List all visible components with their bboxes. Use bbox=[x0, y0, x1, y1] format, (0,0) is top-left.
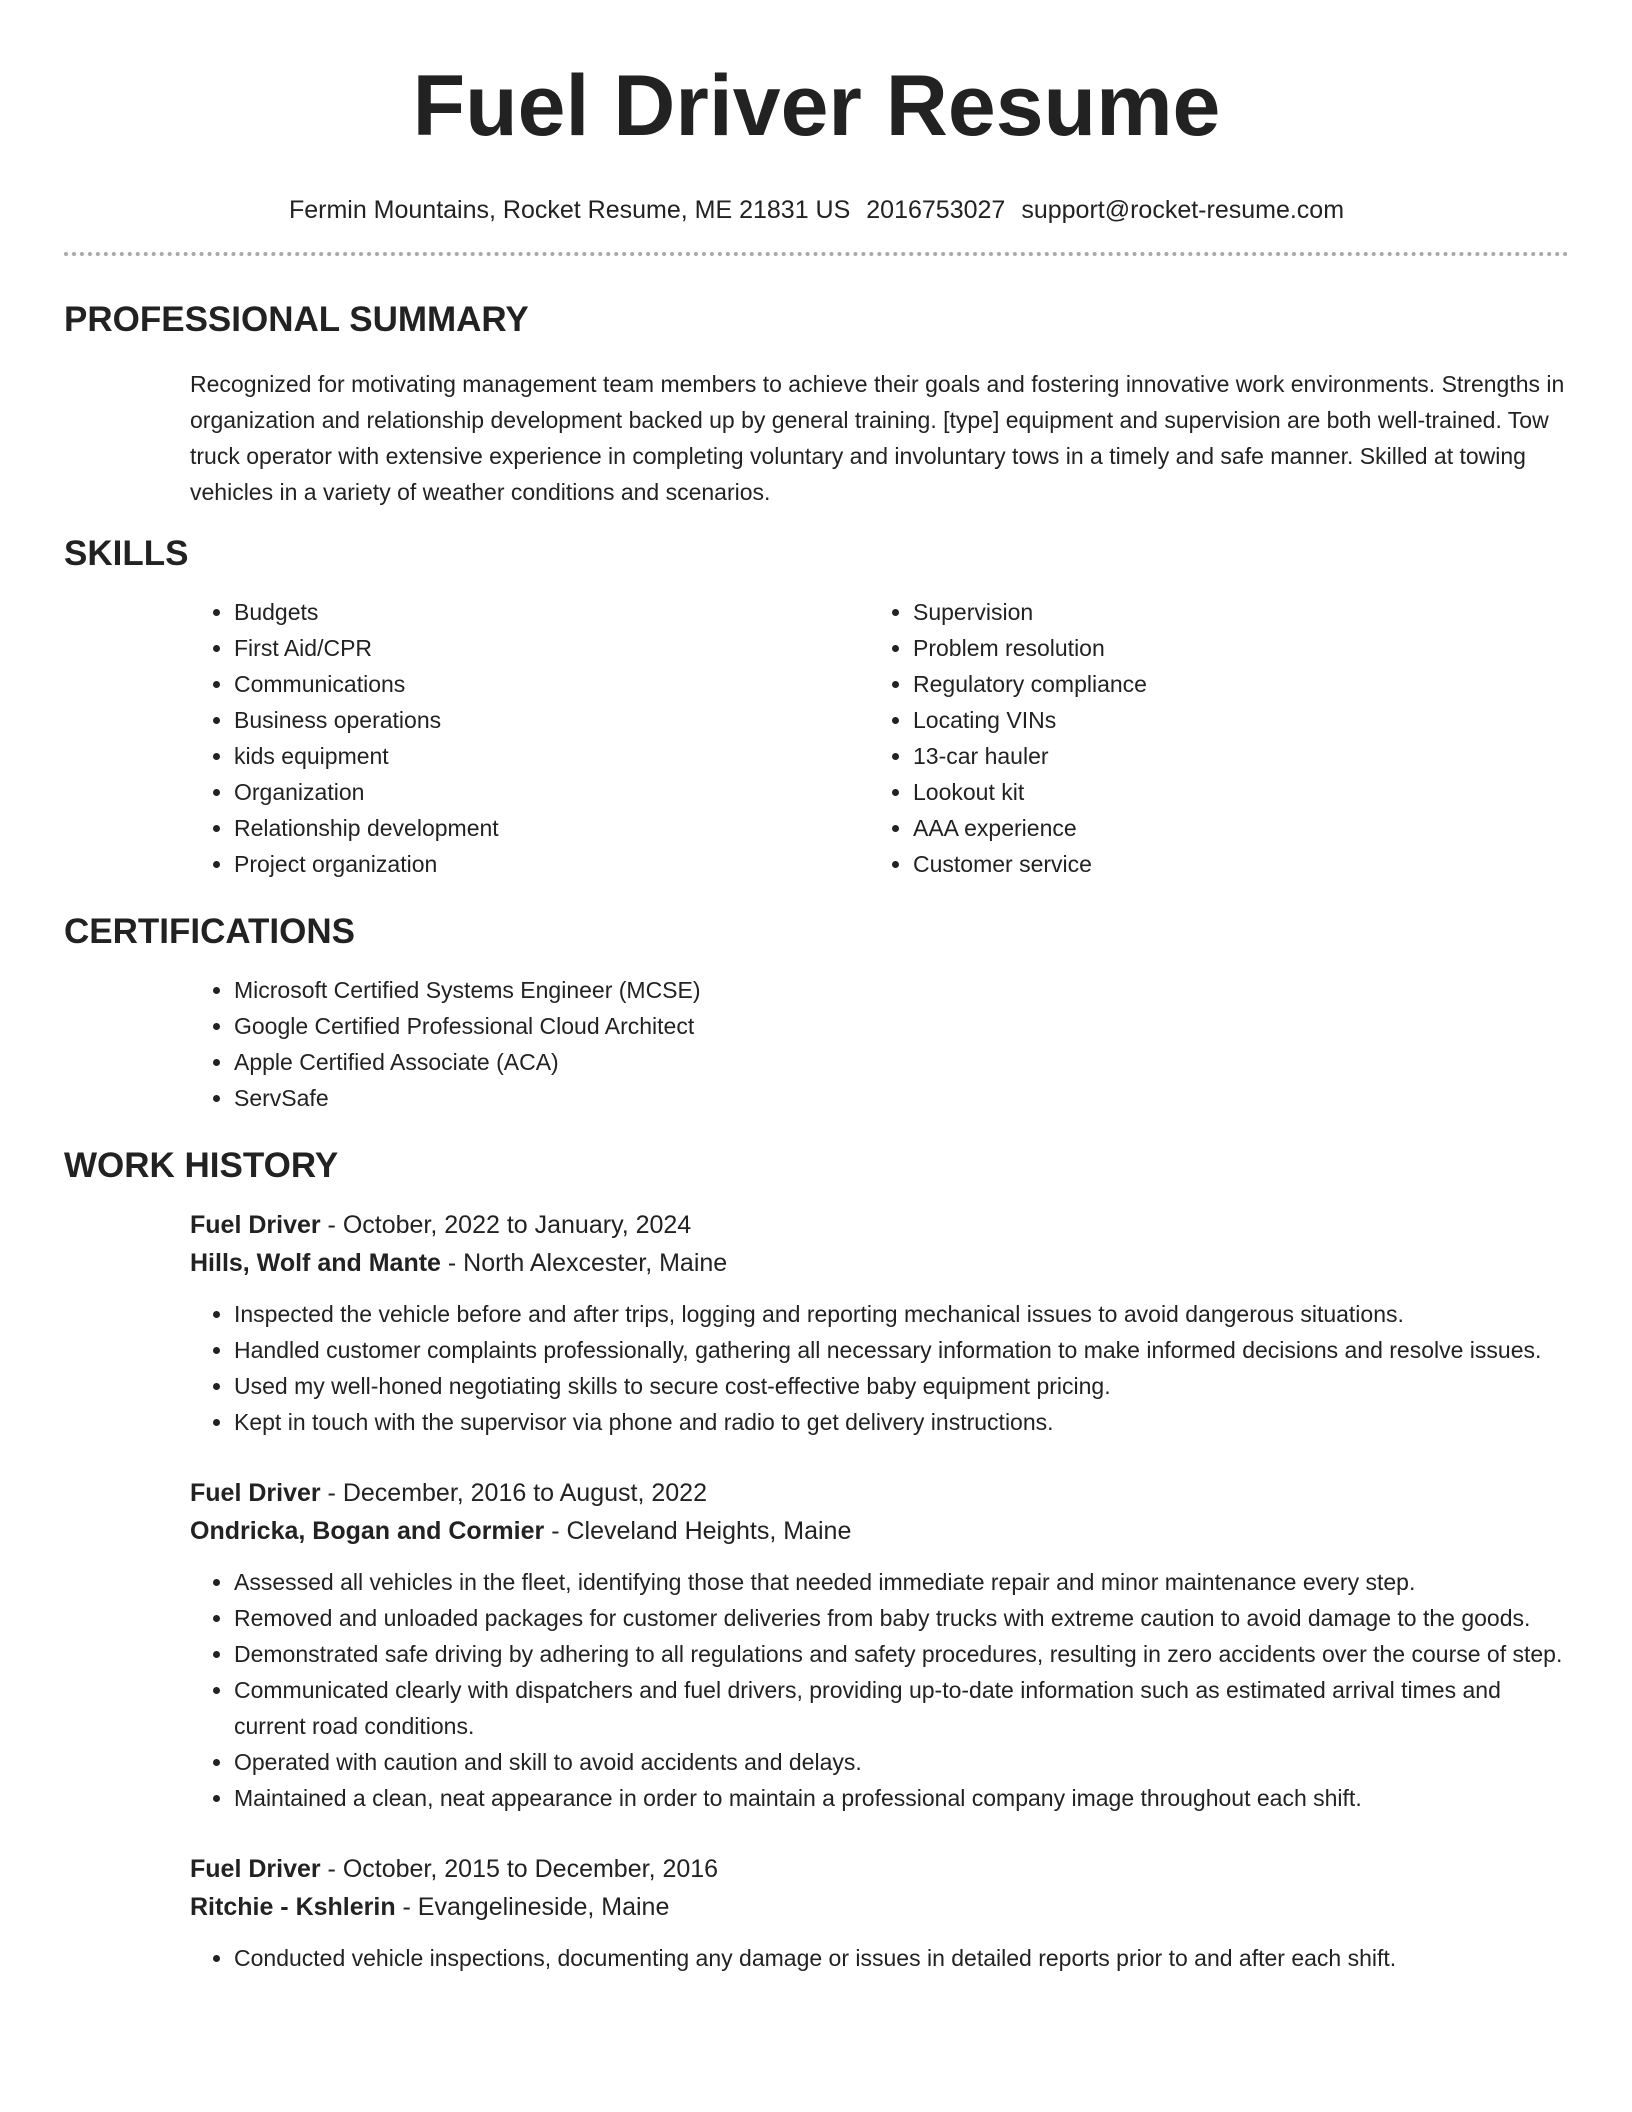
job-location: - North Alexcester, Maine bbox=[440, 1249, 728, 1277]
certifications-heading: CERTIFICATIONS bbox=[64, 912, 356, 951]
job-bullet: • Demonstrated safe driving by adhering to all regulations and safety procedures, resulting in zero accidents over the course of step. bbox=[234, 1636, 1569, 1672]
job-title: Fuel Driver bbox=[190, 1211, 321, 1239]
job-entry bbox=[190, 1206, 1569, 1440]
certification-item: • Apple Certified Associate (ACA) bbox=[234, 1044, 1569, 1080]
header-divider bbox=[64, 252, 1569, 256]
skill-item: • Customer service bbox=[913, 846, 1513, 882]
summary-heading: PROFESSIONAL SUMMARY bbox=[64, 300, 529, 339]
skills-section bbox=[64, 532, 1569, 882]
skill-item: • Project organization bbox=[234, 846, 869, 882]
job-title-line bbox=[190, 1206, 1569, 1244]
job-bullet: • Removed and unloaded packages for customer deliveries from baby trucks with extreme caution to avoid damage to the goods. bbox=[234, 1600, 1569, 1636]
job-entry bbox=[190, 1850, 1569, 1976]
job-entry bbox=[190, 1474, 1569, 1816]
job-bullets bbox=[190, 1564, 1569, 1816]
certifications-list bbox=[190, 972, 1569, 1116]
job-company-line bbox=[190, 1244, 1569, 1282]
job-bullet: • Maintained a clean, neat appearance in order to maintain a professional company image throughout each shift. bbox=[234, 1780, 1569, 1816]
job-bullet: • Kept in touch with the supervisor via phone and radio to get delivery instructions. bbox=[234, 1404, 1569, 1440]
job-bullets bbox=[190, 1296, 1569, 1440]
job-location: - Cleveland Heights, Maine bbox=[544, 1517, 852, 1545]
summary-text: Recognized for motivating management team members to achieve their goals and fostering innovative work environments. Strengths in organization and relationship development backed up by general training. [type] equipment and supervision are both well-trained. Tow truck operator with extensive experience in completing voluntary and involuntary tows in a timely and safe manner. Skilled at towing vehicles in a variety of weather conditions and scenarios. bbox=[190, 371, 1565, 505]
job-company: Hills, Wolf and Mante bbox=[190, 1249, 441, 1277]
work-history-heading: WORK HISTORY bbox=[64, 1146, 339, 1185]
skill-item: • Locating VINs bbox=[913, 702, 1513, 738]
skill-item: • Problem resolution bbox=[913, 630, 1513, 666]
skills-list-right bbox=[869, 594, 1513, 882]
job-bullet: • Handled customer complaints professionally, gathering all necessary information to make informed decisions and resolve issues. bbox=[234, 1332, 1569, 1368]
job-bullet: • Conducted vehicle inspections, documenting any damage or issues in detailed reports prior to and after each shift. bbox=[234, 1940, 1569, 1976]
resume-title: Fuel Driver Resume bbox=[412, 58, 1221, 154]
job-bullet: • Inspected the vehicle before and after trips, logging and reporting mechanical issues to avoid dangerous situations. bbox=[234, 1296, 1569, 1332]
resume-page bbox=[64, 0, 1569, 1976]
contact-line bbox=[64, 194, 1569, 226]
job-bullet: • Assessed all vehicles in the fleet, identifying those that needed immediate repair and minor maintenance every step. bbox=[234, 1564, 1569, 1600]
certifications-section bbox=[64, 910, 1569, 1116]
job-title: Fuel Driver bbox=[190, 1479, 321, 1507]
job-dates: - October, 2022 to January, 2024 bbox=[320, 1211, 692, 1239]
skill-item: • kids equipment bbox=[234, 738, 869, 774]
skill-item: • Communications bbox=[234, 666, 869, 702]
job-bullet: • Operated with caution and skill to avoid accidents and delays. bbox=[234, 1744, 1569, 1780]
job-bullet: • Communicated clearly with dispatchers and fuel drivers, providing up-to-date information such as estimated arrival times and current road conditions. bbox=[234, 1672, 1569, 1744]
skill-item: • Organization bbox=[234, 774, 869, 810]
contact-address: Fermin Mountains, Rocket Resume, ME 21831 US bbox=[288, 196, 851, 224]
contact-email: support@rocket-resume.com bbox=[1021, 196, 1345, 224]
job-company-line bbox=[190, 1888, 1569, 1926]
skill-item: • AAA experience bbox=[913, 810, 1513, 846]
skill-item: • Relationship development bbox=[234, 810, 869, 846]
job-company: Ritchie - Kshlerin bbox=[190, 1893, 396, 1921]
job-dates: - October, 2015 to December, 2016 bbox=[320, 1855, 719, 1883]
skill-item: • Lookout kit bbox=[913, 774, 1513, 810]
contact-phone: 2016753027 bbox=[866, 196, 1006, 224]
skill-item: • First Aid/CPR bbox=[234, 630, 869, 666]
skill-item: • 13-car hauler bbox=[913, 738, 1513, 774]
job-bullet: • Used my well-honed negotiating skills to secure cost-effective baby equipment pricing. bbox=[234, 1368, 1569, 1404]
skill-item: • Business operations bbox=[234, 702, 869, 738]
work-history-section bbox=[64, 1144, 1569, 1976]
skill-item: • Supervision bbox=[913, 594, 1513, 630]
summary-section bbox=[64, 298, 1569, 510]
job-company-line bbox=[190, 1512, 1569, 1550]
job-title-line bbox=[190, 1474, 1569, 1512]
skill-item: • Budgets bbox=[234, 594, 869, 630]
skills-list-left bbox=[190, 594, 869, 882]
skills-columns bbox=[190, 594, 1569, 882]
job-location: - Evangelineside, Maine bbox=[395, 1893, 670, 1921]
certification-item: • Microsoft Certified Systems Engineer (MCSE) bbox=[234, 972, 1569, 1008]
skills-heading: SKILLS bbox=[64, 534, 189, 573]
certification-item: • ServSafe bbox=[234, 1080, 1569, 1116]
job-title-line bbox=[190, 1850, 1569, 1888]
job-title: Fuel Driver bbox=[190, 1855, 321, 1883]
job-company: Ondricka, Bogan and Cormier bbox=[190, 1517, 545, 1545]
certification-item: • Google Certified Professional Cloud Architect bbox=[234, 1008, 1569, 1044]
job-bullets bbox=[190, 1940, 1569, 1976]
skill-item: • Regulatory compliance bbox=[913, 666, 1513, 702]
job-dates: - December, 2016 to August, 2022 bbox=[320, 1479, 707, 1507]
